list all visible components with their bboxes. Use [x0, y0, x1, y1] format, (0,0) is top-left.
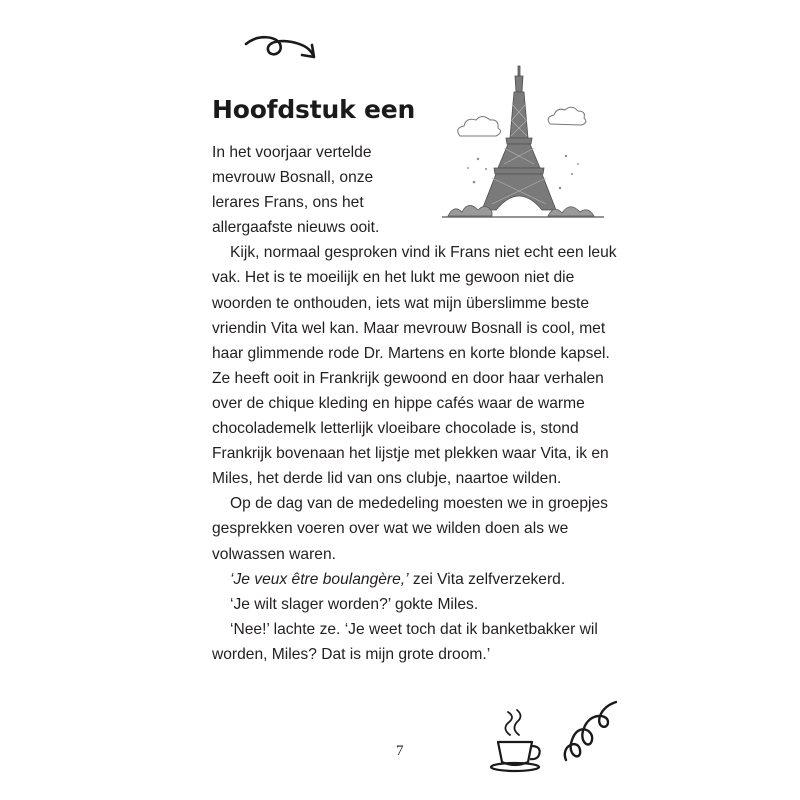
text-segment: zei Vita zelfverzekerd.	[408, 570, 566, 588]
paragraph	[212, 491, 612, 566]
text-line	[212, 642, 612, 667]
paragraph	[212, 567, 612, 592]
text-segment: woorden te onthouden, iets wat mijn überslimme beste	[212, 294, 590, 312]
text-line	[212, 140, 432, 165]
text-line	[212, 391, 612, 416]
text-segment: Frankrijk bovenaan het lijstje met plekken waar Vita, ik en	[212, 445, 609, 463]
paragraph	[212, 140, 612, 240]
text-line	[212, 516, 612, 541]
text-segment: volwassen waren.	[212, 545, 336, 563]
text-line	[212, 366, 612, 391]
text-segment: ‘Je wilt slager worden?’ gokte Miles.	[230, 595, 479, 613]
coffee-cup-icon	[486, 708, 550, 774]
text-segment: chocolademelk letterlijk vloeibare chocolade is, stond	[212, 420, 579, 438]
text-line	[212, 567, 612, 592]
text-line	[212, 240, 617, 265]
text-segment: Miles, het derde lid van ons clubje, naartoe wilden.	[212, 470, 562, 488]
chapter-title: Hoofdstuk een	[212, 94, 416, 124]
text-segment: lerares Frans, ons het	[212, 194, 364, 212]
text-line	[212, 341, 612, 366]
italic-text: ‘Je veux être boulangère,’	[230, 570, 409, 588]
text-segment: ‘Nee!’ lachte ze. ‘Je weet toch dat ik banketbakker wil	[230, 620, 598, 638]
text-line	[212, 617, 612, 642]
text-line	[212, 291, 612, 316]
text-segment: allergaafste nieuws ooit.	[212, 219, 380, 237]
text-segment: Ze heeft ooit in Frankrijk gewoond en door haar verhalen	[212, 369, 604, 387]
text-line	[212, 491, 612, 516]
text-segment: over de chique kleding en hippe cafés waar de warme	[212, 394, 585, 412]
text-segment: Kijk, normaal gesproken vind ik Frans niet echt een leuk	[230, 244, 617, 262]
text-line	[212, 316, 612, 341]
text-segment: haar glimmende rode Dr. Martens en korte blonde kapsel.	[212, 344, 610, 362]
text-segment: Op de dag van de mededeling moesten we in groepjes	[230, 495, 608, 513]
text-segment: In het voorjaar vertelde	[212, 144, 372, 161]
text-line	[212, 416, 612, 441]
text-segment: vak. Het is te moeilijk en het lukt me gewoon niet die	[212, 269, 575, 287]
swirl-doodle-icon	[560, 700, 620, 766]
chapter-body-text	[212, 140, 617, 667]
text-line	[212, 466, 612, 491]
curly-arrow-doodle-icon	[244, 30, 324, 70]
paragraph	[212, 617, 612, 667]
text-line	[212, 165, 432, 190]
text-line	[212, 542, 612, 567]
text-line	[212, 215, 432, 240]
text-line	[212, 265, 612, 290]
text-segment: worden, Miles? Dat is mijn grote droom.’	[212, 645, 491, 663]
text-line	[212, 441, 612, 466]
paragraph	[212, 240, 617, 491]
text-segment: gesprekken voeren over wat we wilden doen als we	[212, 520, 569, 538]
text-segment: vriendin Vita wel kan. Maar mevrouw Bosnall is cool, met	[212, 319, 606, 337]
text-line	[212, 592, 612, 617]
text-line	[212, 190, 432, 215]
text-segment: mevrouw Bosnall, onze	[212, 169, 374, 187]
page-number: 7	[396, 743, 404, 759]
paragraph	[212, 592, 612, 617]
